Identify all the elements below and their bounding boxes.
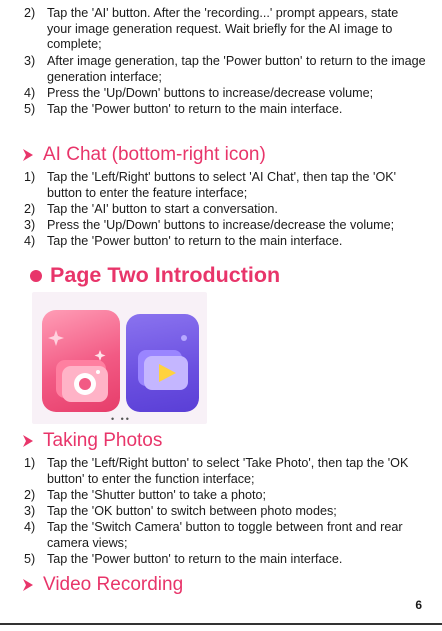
- step-number: 4): [24, 520, 36, 534]
- chevron-right-icon: [22, 148, 34, 162]
- step-text: After image generation, tap the 'Power button' to return to the image generation interface;: [47, 54, 426, 84]
- step-number: 3): [24, 218, 36, 232]
- step-text: Tap the 'AI' button. After the 'recording...' prompt appears, state your image generation request. Wait briefly for the AI image to complete;: [47, 6, 399, 51]
- taking-photos-heading: [22, 430, 162, 452]
- step-text: Press the 'Up/Down' buttons to increase/decrease the volume;: [47, 218, 395, 232]
- video-recording-heading: [22, 574, 183, 596]
- step-text: Tap the 'Power button' to return to the main interface.: [47, 102, 343, 116]
- list-item: [0, 202, 442, 218]
- section-bullet-icon: [30, 270, 42, 282]
- section-heading-text: AI Chat (bottom-right icon): [43, 144, 266, 165]
- list-item: [0, 6, 442, 54]
- footer-divider: [0, 623, 442, 625]
- step-text: Tap the 'Power button' to return to the main interface.: [47, 234, 343, 248]
- step-text: Tap the 'Left/Right button' to select 'Take Photo', then tap the 'OK button' to enter the function interface;: [47, 456, 409, 486]
- page-two-title: Page Two Introduction: [50, 263, 281, 287]
- taking-photos-steps: [0, 456, 442, 568]
- list-item: [0, 86, 442, 102]
- section-heading-text: Taking Photos: [43, 430, 163, 451]
- chevron-right-icon: [22, 434, 34, 448]
- camera-icon: [42, 310, 120, 412]
- step-number: 2): [24, 6, 36, 20]
- ai-chat-steps: [0, 170, 442, 250]
- step-text: Tap the 'AI' button to start a conversation.: [47, 202, 278, 216]
- video-app-icon: [126, 314, 199, 412]
- step-number: 3): [24, 54, 36, 68]
- list-item: [0, 218, 442, 234]
- step-text: Tap the 'Left/Right' buttons to select 'AI Chat', then tap the 'OK' button to enter the feature interface;: [47, 170, 397, 200]
- list-item: [0, 102, 442, 118]
- list-item: [0, 520, 442, 552]
- list-item: [0, 552, 442, 568]
- step-number: 4): [24, 86, 36, 100]
- step-number: 5): [24, 102, 36, 116]
- step-number: 1): [24, 456, 36, 470]
- step-number: 2): [24, 202, 36, 216]
- pager-dots: • ••: [111, 414, 131, 424]
- list-item: [0, 456, 442, 488]
- photo-app-icon: [42, 310, 120, 412]
- page-number: 6: [415, 598, 422, 612]
- step-text: Tap the 'Switch Camera' button to toggle between front and rear camera views;: [47, 520, 403, 550]
- step-text: Press the 'Up/Down' buttons to increase/decrease volume;: [47, 86, 374, 100]
- list-item: [0, 488, 442, 504]
- list-item: [0, 170, 442, 202]
- step-number: 1): [24, 170, 36, 184]
- video-play-icon: [126, 314, 199, 412]
- chevron-right-icon: [22, 578, 34, 592]
- step-text: Tap the 'Shutter button' to take a photo;: [47, 488, 267, 502]
- step-number: 2): [24, 488, 36, 502]
- list-item: [0, 54, 442, 86]
- step-number: 5): [24, 552, 36, 566]
- page-two-illustration: [32, 292, 207, 424]
- ai-chat-heading: [22, 144, 266, 166]
- step-number: 3): [24, 504, 36, 518]
- step-number: 4): [24, 234, 36, 248]
- image-generation-steps: [0, 6, 442, 118]
- step-text: Tap the 'Power button' to return to the main interface.: [47, 552, 343, 566]
- section-heading-text: Video Recording: [43, 574, 184, 595]
- step-text: Tap the 'OK button' to switch between photo modes;: [47, 504, 337, 518]
- list-item: [0, 234, 442, 250]
- list-item: [0, 504, 442, 520]
